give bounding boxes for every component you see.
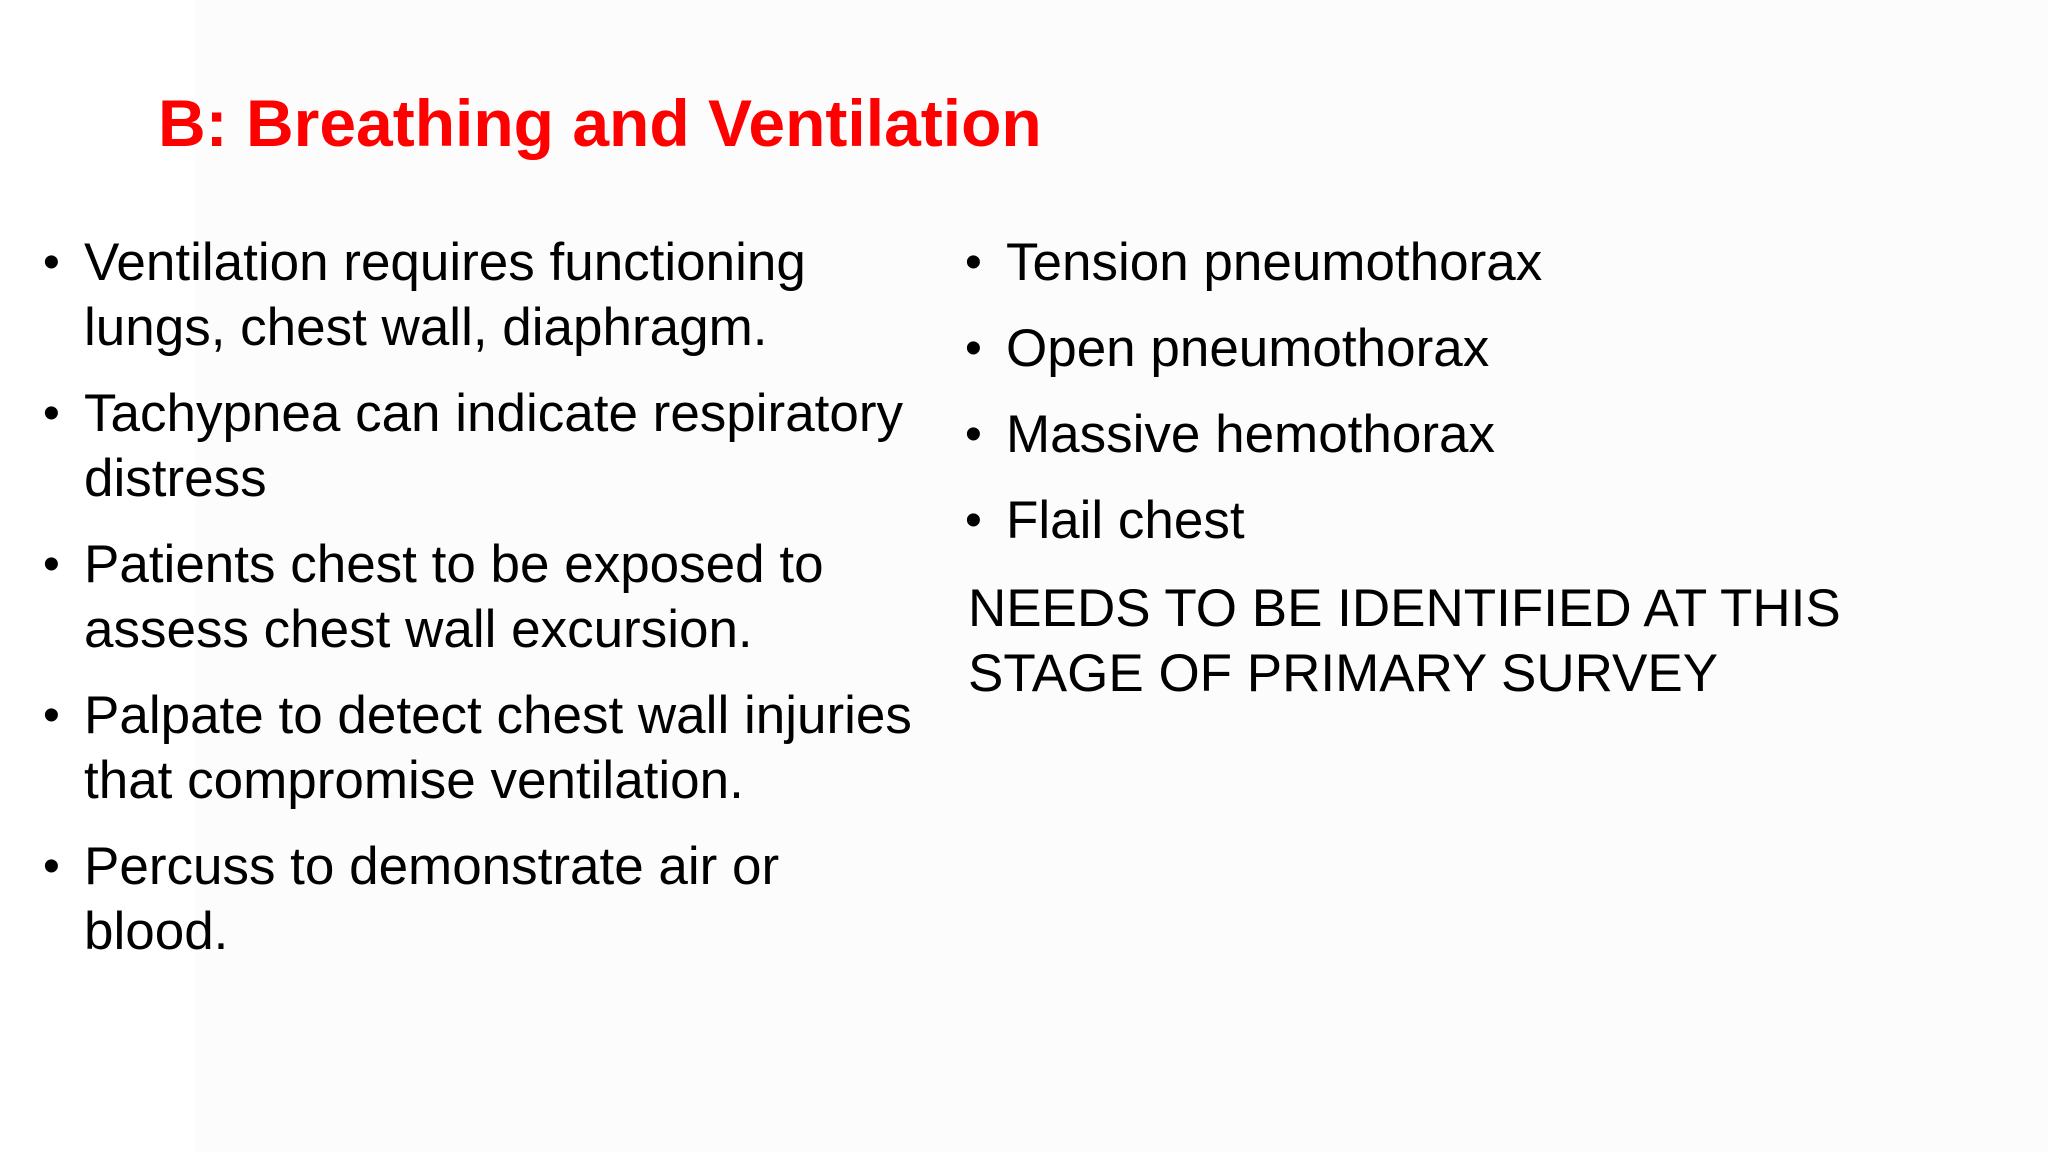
list-item: [40, 381, 920, 511]
list-item: [962, 230, 1962, 295]
list-item: [962, 402, 1962, 467]
list-item-text: Massive hemothorax: [1006, 405, 1495, 464]
list-item-text: Flail chest: [1006, 491, 1245, 550]
bullet-icon: •: [43, 236, 60, 289]
bullet-icon: •: [43, 387, 60, 440]
list-item-text: Patients chest to be exposed to assess chest wall excursion.: [84, 535, 824, 659]
bullet-icon: •: [43, 538, 60, 591]
list-item: [40, 683, 920, 813]
bullet-icon: •: [43, 689, 60, 742]
bullet-icon: •: [965, 236, 982, 289]
left-bullet-list: [40, 230, 920, 985]
list-item-text: Tension pneumothorax: [1006, 233, 1543, 292]
list-item: [40, 834, 920, 964]
bullet-icon: •: [965, 322, 982, 375]
bullet-icon: •: [43, 840, 60, 893]
list-item-text: Percuss to demonstrate air or blood.: [84, 837, 780, 961]
list-item: [40, 532, 920, 662]
list-item-text: Open pneumothorax: [1006, 319, 1490, 378]
bullet-icon: •: [965, 494, 982, 547]
slide-title: B: Breathing and Ventilation: [158, 86, 1042, 160]
bullet-icon: •: [965, 408, 982, 461]
primary-survey-note: NEEDS TO BE IDENTIFIED AT THIS STAGE OF PRIMARY SURVEY: [968, 579, 1841, 703]
list-item-text: Ventilation requires functioning lungs, chest wall, diaphragm.: [84, 233, 806, 357]
list-item-text: Palpate to detect chest wall injuries that compromise ventilation.: [84, 686, 912, 810]
list-item: [40, 230, 920, 360]
list-item: [962, 316, 1962, 381]
right-bullet-list: [962, 230, 1962, 574]
list-item: [962, 488, 1962, 553]
list-item-text: Tachypnea can indicate respiratory distress: [84, 384, 904, 508]
